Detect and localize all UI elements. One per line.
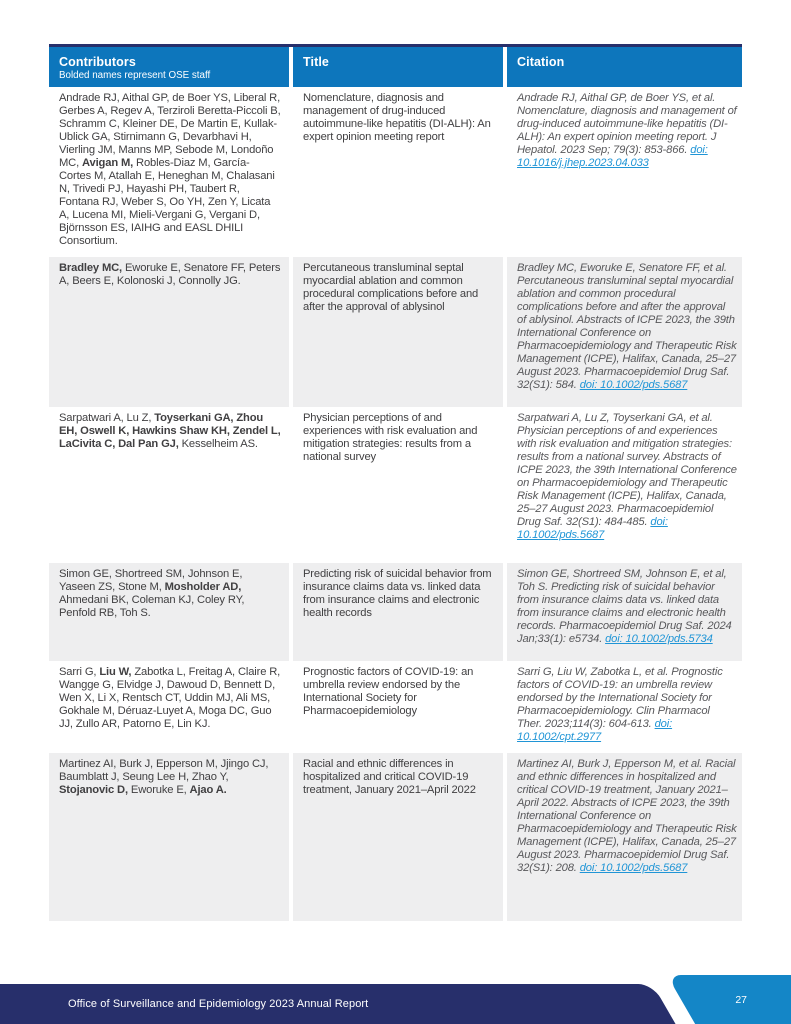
page-number: 27 <box>735 993 747 1006</box>
title-cell: Prognostic factors of COVID-19: an umbrella review endorsed by the International Society for Pharmacoepidemiology <box>293 661 503 753</box>
contributors-cell <box>49 87 289 257</box>
text-segment: Eworuke E, <box>127 784 190 796</box>
title-cell: Nomenclature, diagnosis and management of drug-induced autoimmune-like hepatitis (DI-ALH): An expert opinion meeting report <box>293 87 503 257</box>
text-segment: Andrade RJ, Aithal GP, de Boer YS, et al. Nomenclature, diagnosis and management of drug-induced autoimmune-like hepatitis (DI-ALH): An expert opinion meeting report. J Hepatol. 2023 Sep; 79(3): 853-866. <box>517 92 737 156</box>
page-footer <box>0 975 791 1024</box>
column-header-contributors <box>49 47 289 87</box>
footer-report-title: Office of Surveillance and Epidemiology 2023 Annual Report <box>68 998 369 1010</box>
ose-staff-name: Bradley MC, <box>59 262 123 274</box>
doi-link[interactable]: doi: 10.1002/cpt.2977 <box>517 718 673 743</box>
ose-staff-name: Toyserkani GA, Zhou EH, Oswell K, Hawkins Shaw KH, Zendel L, LaCivita C, Dal Pan GJ, <box>59 412 281 450</box>
text-segment: Eworuke E, Senatore FF, Peters A, Beers E, Kolonoski J, Connolly JG. <box>59 262 281 287</box>
text-segment: Ahmedani BK, Coleman KJ, Coley RY, Penfold RB, Toh S. <box>59 594 245 619</box>
title-cell: Racial and ethnic differences in hospitalized and critical COVID-19 treatment, January 2021–April 2022 <box>293 753 503 921</box>
doi-link[interactable]: doi: 10.1002/pds.5687 <box>517 516 668 541</box>
text-segment: Sarri G, Liu W, Zabotka L, et al. Prognostic factors of COVID-19: an umbrella review endorsed by the International Society for Pharmacoepidemiology. Clin Pharmacol Ther. 2023;114(3): 604-613. <box>517 666 723 730</box>
citation-cell <box>507 661 742 753</box>
text-segment: Simon GE, Shortreed SM, Johnson E, et al, Toh S. Predicting risk of suicidal behavior from insurance claims data vs. linked data from insurance claims and electronic health records. Pharmacoepidemiol Drug Saf. 2024 Jan;33(1): e5734. <box>517 568 732 645</box>
ose-staff-name: Mosholder AD, <box>164 581 242 593</box>
contributors-header-note: Bolded names represent OSE staff <box>59 70 211 81</box>
page-number-tab <box>667 975 791 1024</box>
citation-cell <box>507 87 742 257</box>
ose-staff-name: Ajao A. <box>189 784 227 796</box>
doi-link[interactable]: doi: 10.1002/pds.5687 <box>579 862 688 874</box>
title-cell: Physician perceptions of and experiences with risk evaluation and mitigation strategies: results from a national survey <box>293 407 503 563</box>
text-segment: Sarpatwari A, Lu Z, Toyserkani GA, et al. Physician perceptions of and experiences with risk evaluation and mitigation strategies: results from a national survey. Abstracts of ICPE 2023, the 39th International Conference on Pharmacoepidemiology and Therapeutic Risk Management (ICPE), Halifax, Canada, 25–27 August 2023. Pharmacoepidemiol Drug Saf. 32(S1): 484-485. <box>517 412 737 528</box>
text-segment: Kesselheim AS. <box>178 438 258 450</box>
contributors-cell <box>49 407 289 563</box>
publications-table <box>49 44 742 921</box>
ose-staff-name: Avigan M, <box>82 157 134 169</box>
doi-link[interactable]: doi: 10.1002/pds.5687 <box>579 379 688 391</box>
contributors-cell <box>49 661 289 753</box>
publications-grid <box>49 47 742 921</box>
text-segment: Sarri G, <box>59 666 100 678</box>
text-segment: Sarpatwari A, Lu Z, <box>59 412 155 424</box>
ose-staff-name: Stojanovic D, <box>59 784 128 796</box>
doi-link[interactable]: doi: 10.1016/j.jhep.2023.04.033 <box>517 144 708 169</box>
ose-staff-name: Liu W, <box>99 666 132 678</box>
citation-cell <box>507 257 742 407</box>
citation-cell <box>507 753 742 921</box>
text-segment: Martinez AI, Burk J, Epperson M, et al. Racial and ethnic differences in hospitalized and critical COVID-19 treatment, January 2021–April 2022. Abstracts of ICPE 2023, the 39th International Conference on Pharmacoepidemiology and Therapeutic Risk Management (ICPE), Halifax, Canada, 25–27 August 2023. Pharmacoepidemiol Drug Saf. 32(S1): 208. <box>517 758 737 874</box>
citation-cell <box>507 407 742 563</box>
text-segment: Robles-Diaz M, García-Cortes M, Atallah E, Heneghan M, Chalasani N, Trivedi PJ, Hayashi PH, Taubert R, Fontana RJ, Weber S, Oo YH, Zen Y, Licata A, Lucena MI, Mieli-Vergani G, Vergani D, Björnsson ES, IAIHG and EASL DHILI Consortium. <box>59 157 275 247</box>
doi-link[interactable]: doi: 10.1002/pds.5734 <box>605 633 713 645</box>
citation-cell <box>507 563 742 661</box>
text-segment: Bradley MC, Eworuke E, Senatore FF, et al. Percutaneous transluminal septal myocardial ablation and common procedural complications before and after the approval of ablysinol. Abstracts of ICPE 2023, the 39th International Conference on Pharmacoepidemiology and Therapeutic Risk Management (ICPE), Halifax, Canada, 25–27 August 2023. Pharmacoepidemiol Drug Saf. 32(S1): 584. <box>517 262 737 391</box>
contributors-cell <box>49 257 289 407</box>
column-header-title <box>293 47 503 87</box>
contributors-cell <box>49 753 289 921</box>
column-header-citation <box>507 47 742 87</box>
contributors-cell <box>49 563 289 661</box>
text-segment: Martinez AI, Burk J, Epperson M, Jjingo CJ, Baumblatt J, Seung Lee H, Zhao Y, <box>59 758 269 783</box>
title-header-label: Title <box>303 55 329 69</box>
contributors-header-label: Contributors <box>59 55 136 69</box>
text-segment: Andrade RJ, Aithal GP, de Boer YS, Liberal R, Gerbes A, Regev A, Terziroli Beretta-Piccoli B, Schramm C, Kleiner DE, De Martin E, Kullak-Ublick GA, Stirnimann G, Devarbhavi H, Vierling JM, Manns MP, Sebode M, Londoño MC, <box>59 92 281 169</box>
text-segment: Simon GE, Shortreed SM, Johnson E, Yaseen ZS, Stone M, <box>59 568 243 593</box>
text-segment: Zabotka L, Freitag A, Claire R, Wangge G, Elvidge J, Dawoud D, Bennett D, Wen X, Li X, Rentsch CT, Uddin MJ, Ali MS, Gokhale M, Déruaz-Luyet A, Moga DC, Guo JJ, Zullo AR, Patorno E, Lin KJ. <box>59 666 281 730</box>
title-cell: Percutaneous transluminal septal myocardial ablation and common procedural complications before and after the approval of ablysinol <box>293 257 503 407</box>
citation-header-label: Citation <box>517 55 565 69</box>
title-cell: Predicting risk of suicidal behavior from insurance claims data vs. linked data from insurance claims and electronic health records <box>293 563 503 661</box>
